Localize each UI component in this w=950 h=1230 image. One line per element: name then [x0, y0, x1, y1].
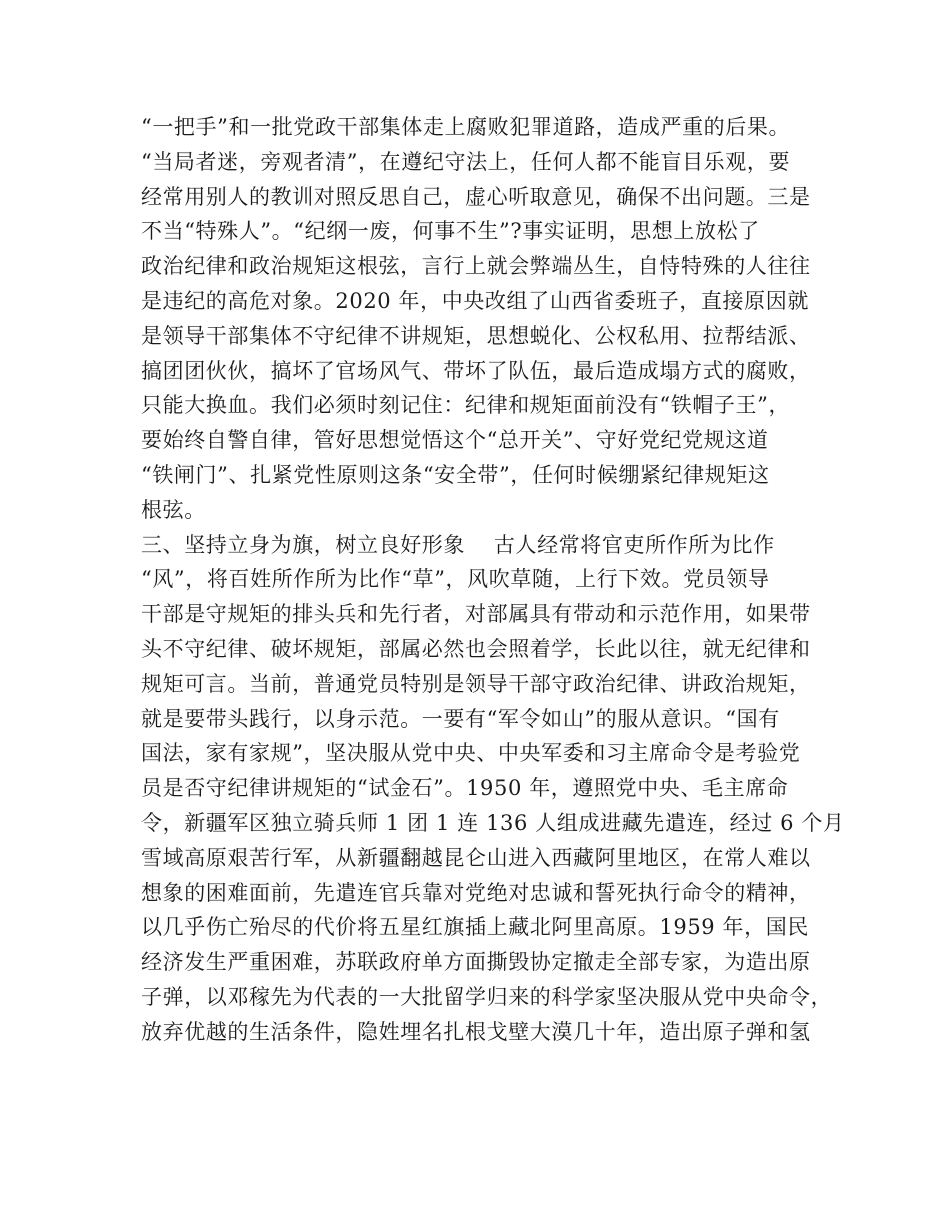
text-line: “铁闸门”、扎紧党性原则这条“安全带”，任何时候绷紧纪律规矩这: [141, 462, 770, 487]
text-line: 经济发生严重困难，苏联政府单方面撕毁协定撤走全部专家，为造出原: [141, 950, 811, 975]
text-line: 经常用别人的教训对照反思自己，虚心听取意见，确保不出问题。三是: [141, 184, 811, 209]
text-line: 以几乎伤亡殆尽的代价将五星红旗插上藏北阿里高原。1959 年，国民: [141, 915, 809, 940]
text-line: 就是要带头践行，以身示范。一要有“军令如山”的服从意识。“国有: [141, 706, 780, 731]
text-line: 规矩可言。当前，普通党员特别是领导干部守政治纪律、讲政治规矩，: [141, 671, 811, 696]
text-line: 政治纪律和政治规矩这根弦，言行上就会弊端丛生，自恃特殊的人往往: [141, 254, 811, 279]
text-line: 不当“特殊人”。“纪纲一废，何事不生”?事实证明，思想上放松了: [141, 219, 760, 244]
text-line: 雪域高原艰苦行军，从新疆翻越昆仑山进入西藏阿里地区，在常人难以: [141, 845, 811, 870]
text-line: 是领导干部集体不守纪律不讲规矩，思想蜕化、公权私用、拉帮结派、: [141, 323, 811, 348]
text-line: 只能大换血。我们必须时刻记住：纪律和规矩面前没有“铁帽子王”，: [141, 393, 791, 418]
text-line: 子弹，以邓稼先为代表的一大批留学归来的科学家坚决服从党中央命令，: [141, 984, 833, 1009]
text-line: “当局者迷，旁观者清”，在遵纪守法上，任何人都不能盲目乐观，要: [141, 149, 791, 174]
text-line: 员是否守纪律讲规矩的“试金石”。1950 年，遵照党中央、毛主席命: [141, 776, 789, 801]
text-line: 搞团团伙伙，搞坏了官场风气、带坏了队伍，最后造成塌方式的腐败，: [141, 358, 811, 383]
text-line: “风”，将百姓所作所为比作“草”，风吹草随，上行下效。党员领导: [141, 567, 770, 592]
text-line: 令，新疆军区独立骑兵师 1 团 1 连 136 人组成进藏先遣连，经过 6 个月: [141, 810, 845, 835]
text-line: 头不守纪律、破坏规矩，部属必然也会照着学，长此以往，就无纪律和: [141, 636, 811, 661]
text-line: 放弃优越的生活条件，隐姓埋名扎根戈壁大漠几十年，造出原子弹和氢: [141, 1019, 811, 1044]
text-line: 根弦。: [141, 497, 206, 522]
document-body: [141, 110, 845, 1050]
text-line: 国法，家有家规”，坚决服从党中央、中央军委和习主席命令是考验党: [141, 741, 801, 766]
text-line: 干部是守规矩的排头兵和先行者，对部属具有带动和示范作用，如果带: [141, 602, 811, 627]
text-line: 是违纪的高危对象。2020 年，中央改组了山西省委班子，直接原因就: [141, 288, 809, 313]
text-line: “一把手”和一批党政干部集体走上腐败犯罪道路，造成严重的后果。: [141, 115, 791, 139]
section-heading-line: 三、坚持立身为旗，树立良好形象 古人经常将官吏所作所为比作: [141, 532, 775, 557]
text-line: 要始终自警自律，管好思想觉悟这个“总开关”、守好党纪党规这道: [141, 428, 769, 453]
text-line: 想象的困难面前，先遣连官兵靠对党绝对忠诚和誓死执行命令的精神，: [141, 880, 811, 905]
